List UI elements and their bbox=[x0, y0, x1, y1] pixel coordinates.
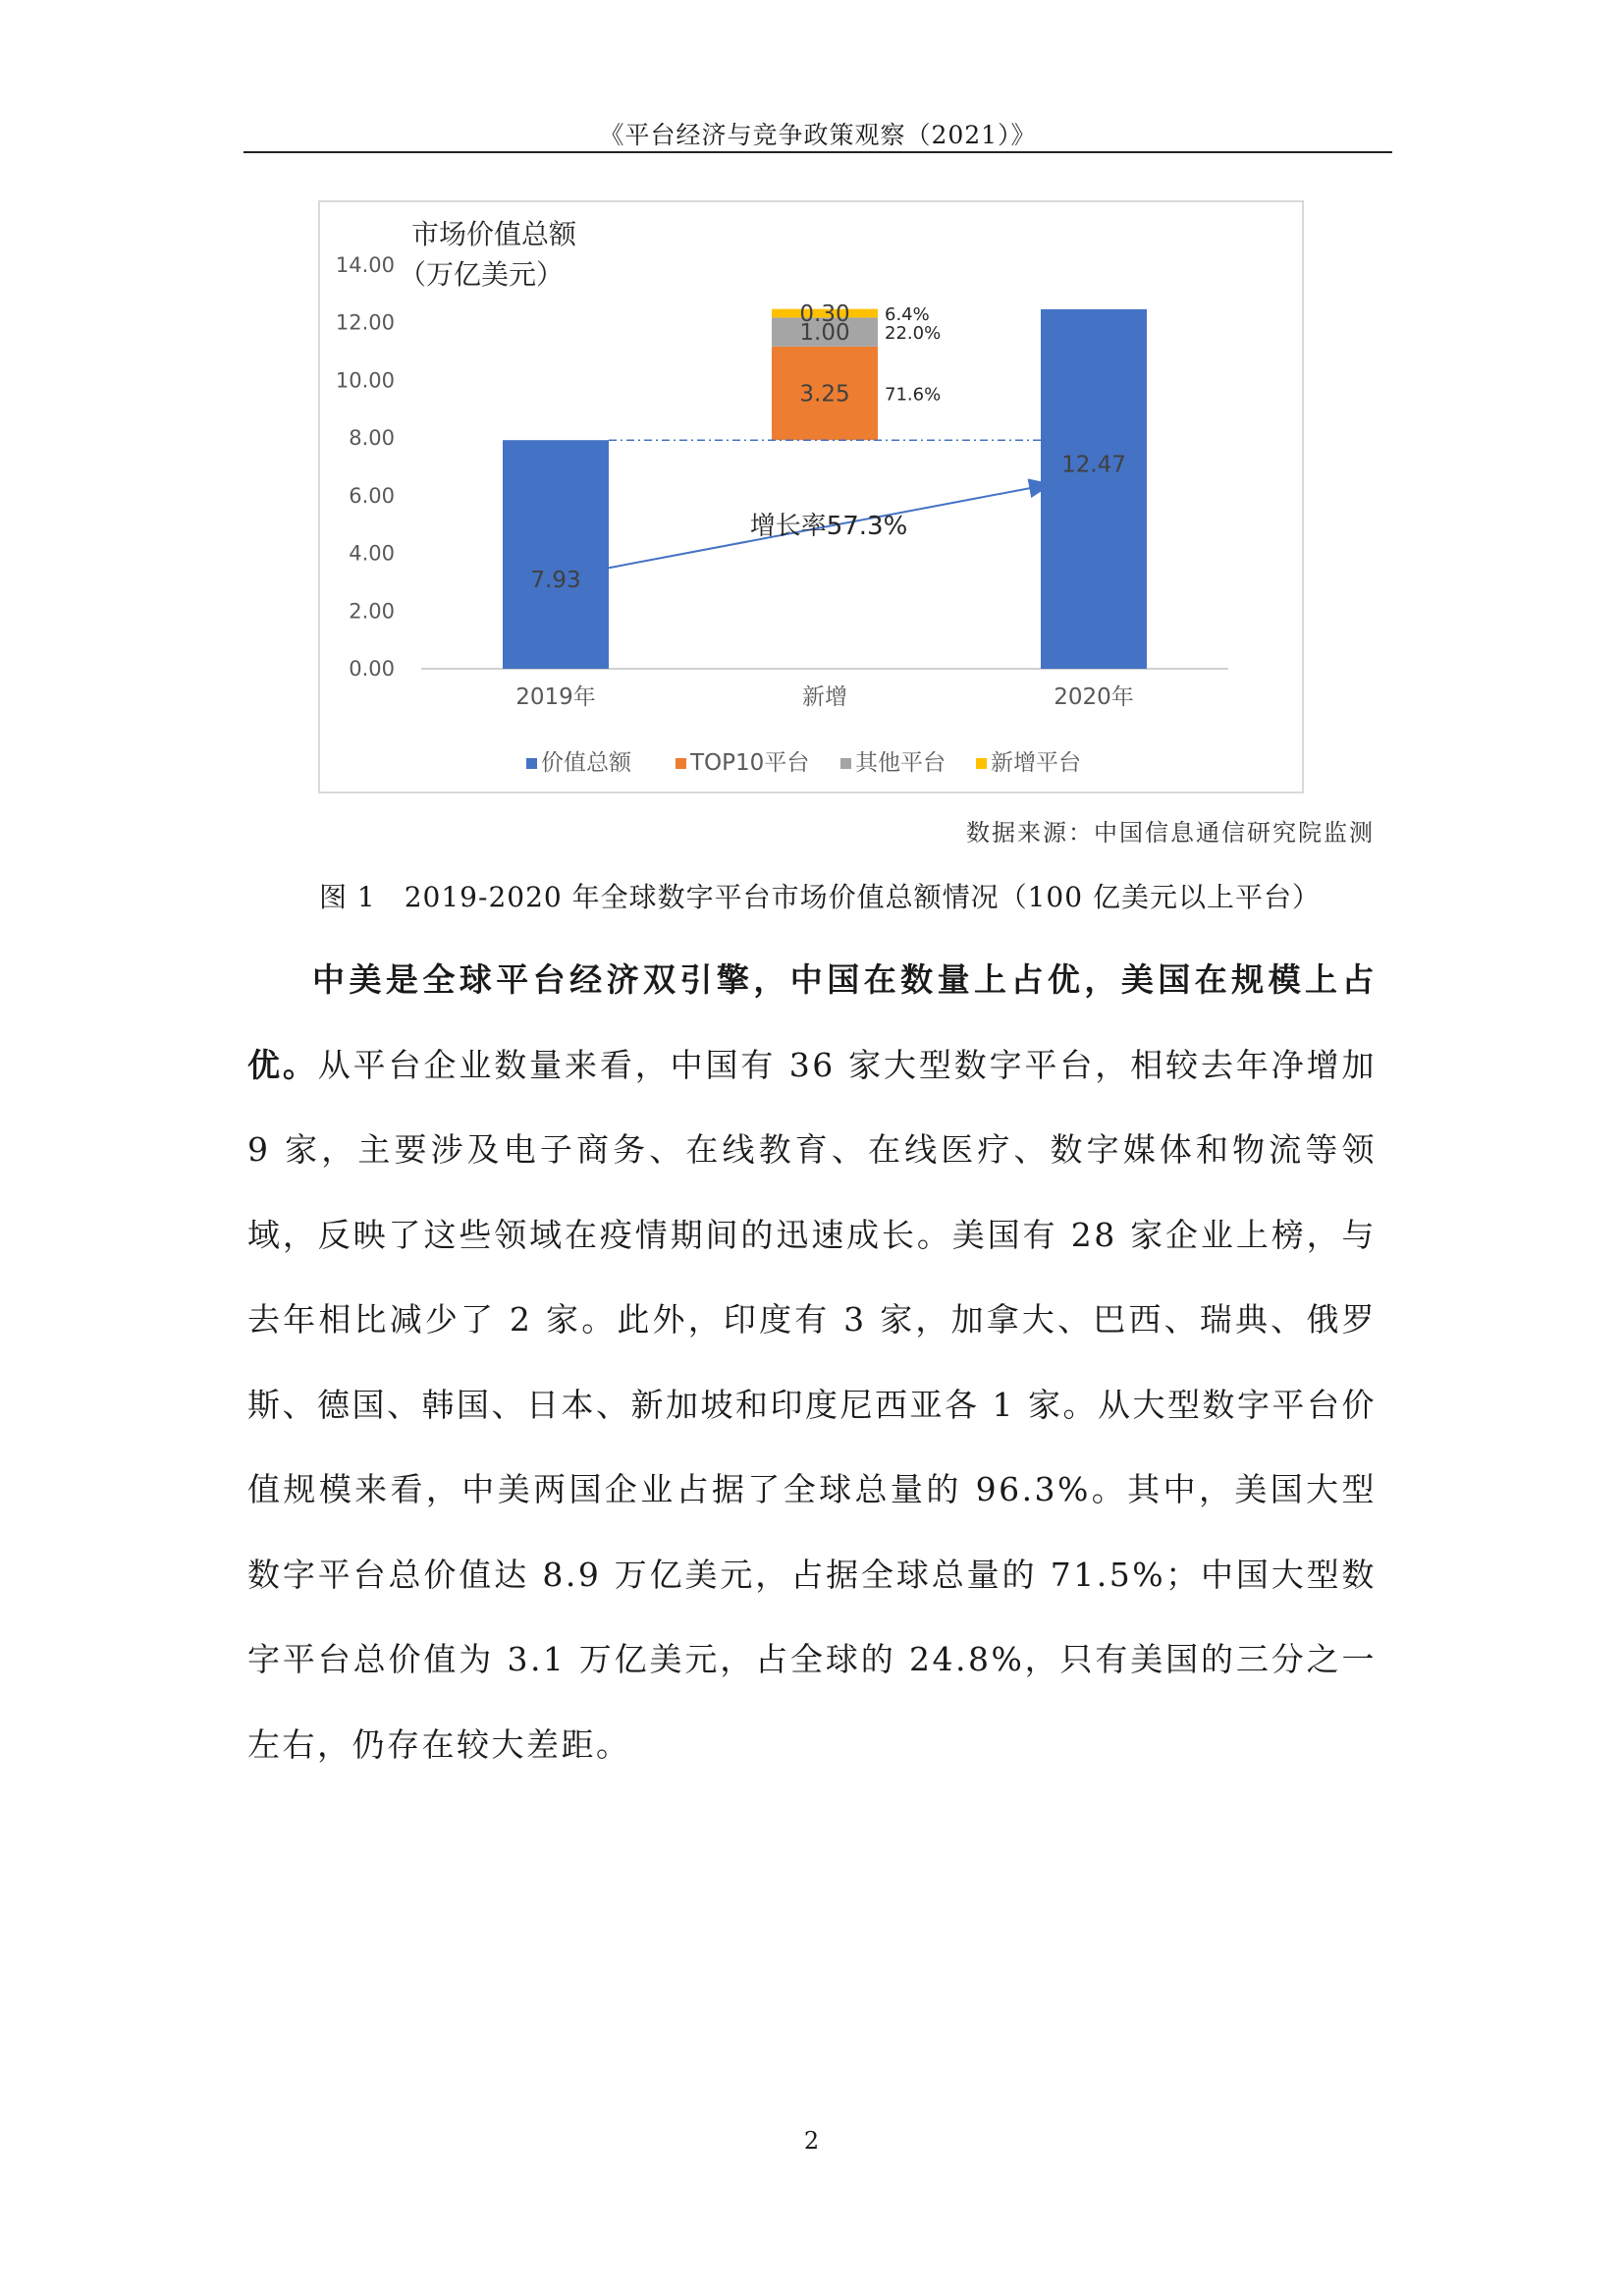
figure-caption: 图 1 2019-2020 年全球数字平台市场价值总额情况（100 亿美元以上平台） bbox=[319, 881, 1321, 913]
increment-value-label: 1.00 bbox=[799, 320, 850, 347]
chart-unit-label: （万亿美元） bbox=[399, 258, 565, 291]
y-tick-label: 0.00 bbox=[349, 657, 395, 681]
increment-share-label: 71.6% bbox=[885, 384, 942, 406]
paragraph-text: 从平台企业数量来看，中国有 36 家大型数字平台，相较去年净增加 9 家，主要涉及电子商务、在线教育、在线医疗、数字媒体和物流等领域，反映了这些领域在疫情期间的迅速成长。美国有 28 家企业上榜，与去年相比减少了 2 家。此外，印度有 3 家，加拿大、巴西、瑞典、俄罗斯、德国、韩国、日本、新加坡和印度尼西亚各 1 家。从大型数字平台价值规模来看，中美两国企业占据了全球总量的 96.3%。其中，美国大型数字平台总价值达 8.9 万亿美元，占据全球总量的 71.5%；中国大型数字平台总价值为 3.1 万亿美元，占全球的 24.8%，只有美国的三分之一左右，仍存在较大差距。 bbox=[247, 1045, 1377, 1764]
increment-value-label: 3.25 bbox=[799, 381, 850, 408]
increment-value-label: 0.30 bbox=[799, 301, 850, 328]
header-rule bbox=[243, 151, 1392, 153]
total-bar bbox=[503, 440, 609, 669]
y-tick-label: 8.00 bbox=[349, 426, 395, 451]
increment-share-label: 22.0% bbox=[885, 323, 942, 345]
running-header: 《平台经济与竞争政策观察（2021）》 bbox=[599, 121, 1037, 149]
x-tick-label: 2020年 bbox=[1054, 684, 1134, 710]
data-source-note: 数据来源：中国信息通信研究院监测 bbox=[966, 819, 1375, 847]
y-tick-label: 4.00 bbox=[349, 541, 395, 566]
total-bar-label: 12.47 bbox=[1061, 452, 1126, 478]
page-number: 2 bbox=[803, 2127, 820, 2155]
y-tick-label: 6.00 bbox=[349, 483, 395, 508]
chart-title: 市场价值总额 bbox=[411, 218, 577, 250]
y-tick-label: 10.00 bbox=[335, 368, 395, 393]
increment-share-label: 6.4% bbox=[885, 304, 930, 326]
market-value-chart bbox=[318, 200, 1304, 793]
y-tick-label: 14.00 bbox=[335, 253, 395, 277]
legend-label: 价值总额 bbox=[541, 750, 631, 776]
legend-swatch bbox=[840, 758, 851, 769]
paragraph-lead: 中美是全球平台经济双引擎，中国在数量上占优，美国在规模上占优。 bbox=[247, 960, 1377, 1084]
legend-swatch bbox=[976, 758, 987, 769]
y-tick-label: 12.00 bbox=[335, 310, 395, 335]
legend-label: 新增平台 bbox=[991, 750, 1081, 776]
legend-label: 其他平台 bbox=[855, 750, 946, 776]
total-bar-label: 7.93 bbox=[530, 568, 581, 594]
body-paragraph bbox=[247, 938, 1377, 1787]
x-tick-label: 2019年 bbox=[515, 684, 596, 710]
y-tick-label: 2.00 bbox=[349, 599, 395, 624]
legend-swatch bbox=[526, 758, 537, 769]
growth-rate-label: 增长率57.3% bbox=[749, 512, 908, 542]
x-tick-label: 新增 bbox=[802, 684, 847, 710]
total-bar bbox=[1041, 309, 1147, 669]
legend-label: TOP10平台 bbox=[690, 750, 810, 776]
legend-swatch bbox=[676, 758, 686, 769]
chart-canvas bbox=[320, 202, 1302, 792]
